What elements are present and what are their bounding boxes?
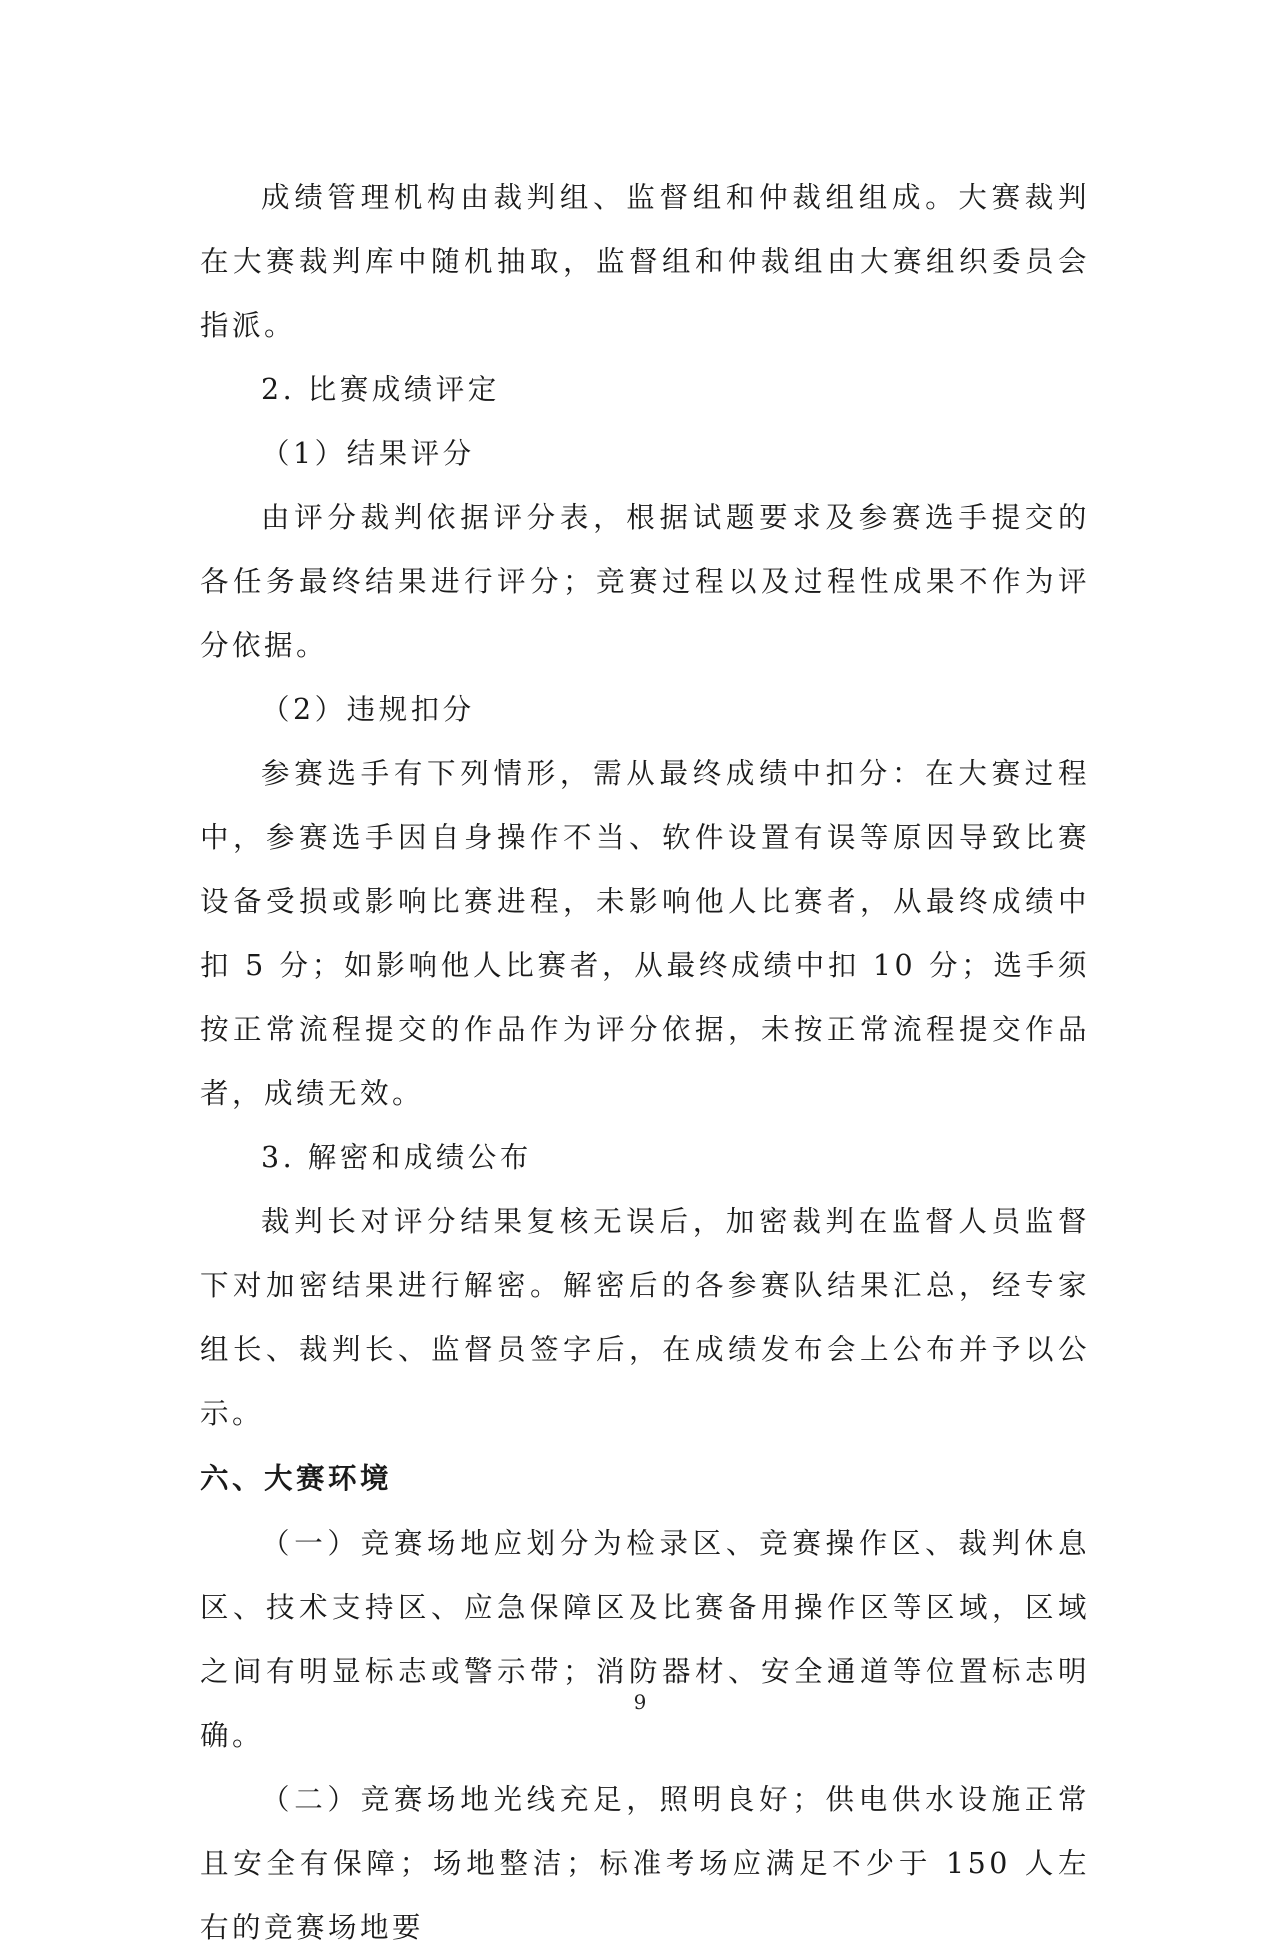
paragraph-management-bodies: 成绩管理机构由裁判组、监督组和仲裁组组成。大赛裁判在大赛裁判库中随机抽取，监督组和仲裁组由大赛组织委员会指派。: [200, 181, 1090, 342]
section-heading-competition-environment: 六、大赛环境: [200, 1462, 393, 1495]
paragraph-violation-deduction: 参赛选手有下列情形，需从最终成绩中扣分：在大赛过程中，参赛选手因自身操作不当、软件设置有误等原因导致比赛设备受损或影响比赛进程，未影响他人比赛者，从最终成绩中扣 5 分；如影响他人比赛者，从最终成绩中扣 10 分；选手须按正常流程提交的作品作为评分依据，未按正常流程提交作品者，成绩无效。: [200, 757, 1090, 1110]
subheading-decryption-publication: 3. 解密和成绩公布: [261, 1141, 532, 1174]
paragraph-venue-zones: （一）竞赛场地应划分为检录区、竞赛操作区、裁判休息区、技术支持区、应急保障区及比赛备用操作区等区域，区域之间有明显标志或警示带；消防器材、安全通道等位置标志明确。: [200, 1527, 1090, 1752]
paragraph-decryption-publication: 裁判长对评分结果复核无误后，加密裁判在监督人员监督下对加密结果进行解密。解密后的各参赛队结果汇总，经专家组长、裁判长、监督员签字后，在成绩发布会上公布并予以公示。: [200, 1205, 1090, 1430]
paragraph-venue-conditions: （二）竞赛场地光线充足，照明良好；供电供水设施正常且安全有保障；场地整洁；标准考场应满足不少于 150 人左右的竞赛场地要: [200, 1783, 1090, 1944]
subheading-violation-deduction: （2）违规扣分: [261, 693, 475, 726]
subheading-score-evaluation: 2. 比赛成绩评定: [261, 373, 500, 406]
subheading-result-scoring: （1）结果评分: [261, 437, 475, 470]
page-number: 9: [633, 1690, 647, 1714]
paragraph-result-scoring: 由评分裁判依据评分表，根据试题要求及参赛选手提交的各任务最终结果进行评分；竞赛过程以及过程性成果不作为评分依据。: [200, 501, 1090, 662]
